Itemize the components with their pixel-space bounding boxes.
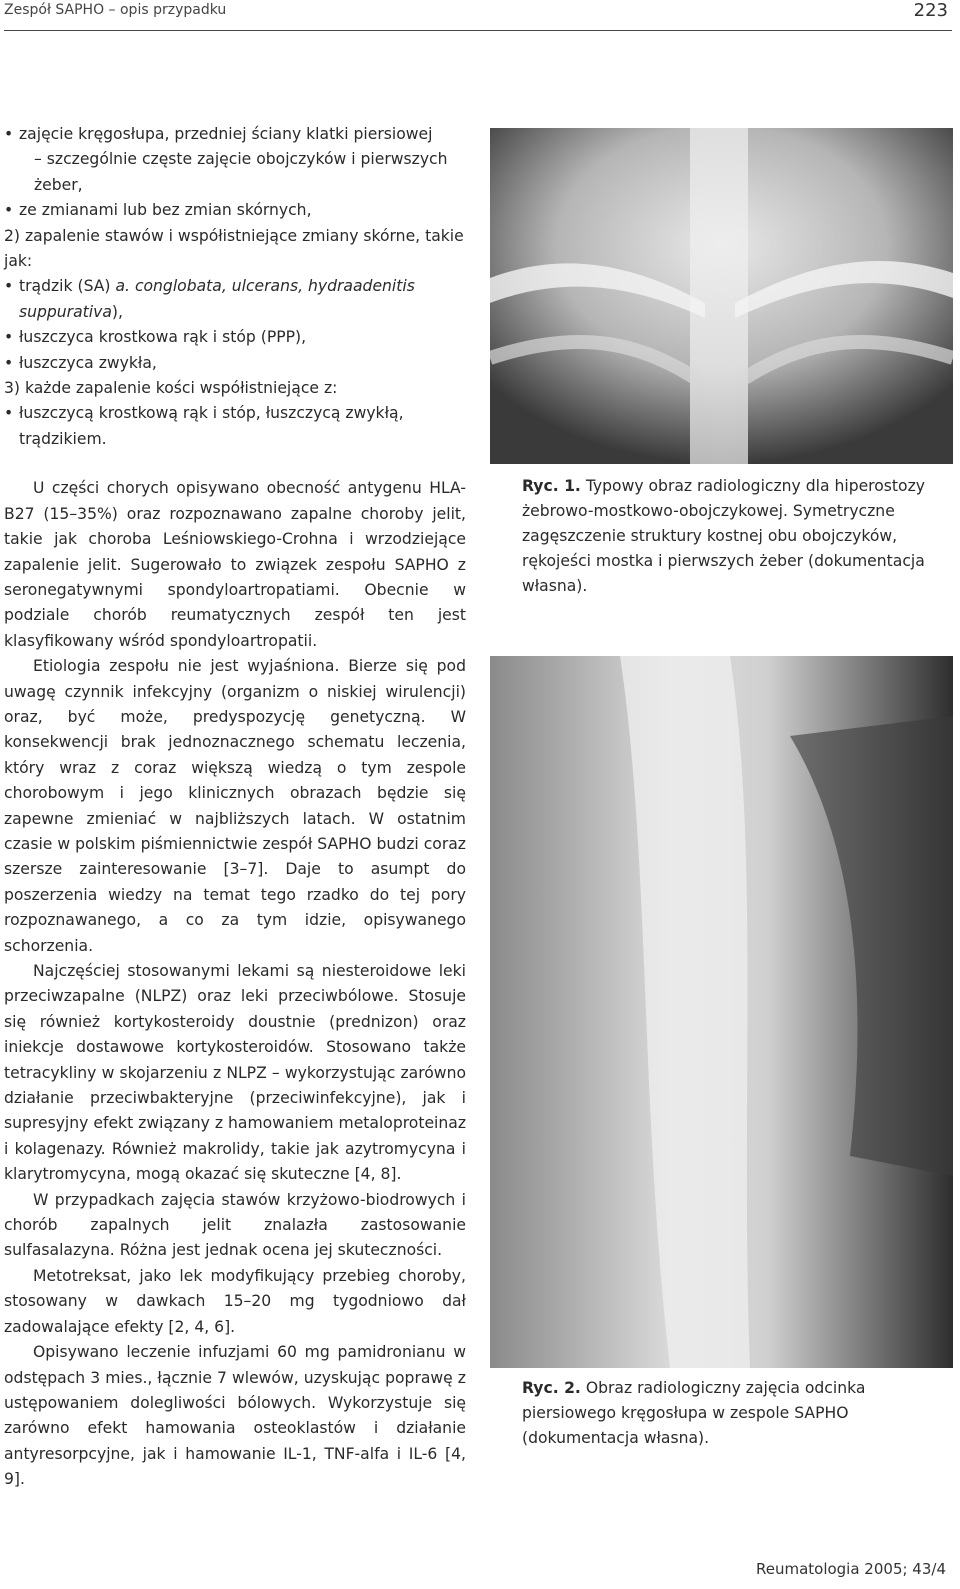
left-column [4, 122, 466, 1493]
figure-1-caption: Ryc. 1. Typowy obraz radiologiczny dla hiperostozy żebrowo-mostkowo-obojczykowej. Symetryczne zagęszczenie struktury kostnej obu obojczyków, rękojeści mostka i pierwszych żeber (dokumentacja własna). [522, 477, 925, 595]
list-item: • łuszczyca zwykła, [4, 351, 466, 376]
paragraph: Metotreksat, jako lek modyfikujący przebieg choroby, stosowany w dawkach 15–20 mg tygodniowo dał zadowalające efekty [2, 4, 6]. [4, 1266, 466, 1336]
page-header [4, 0, 952, 31]
list-item: • trądzik (SA) a. conglobata, ulcerans, hydraadenitis suppurativa), [4, 274, 466, 325]
list-item: 2) zapalenie stawów i współistniejące zmiany skórne, takie jak: [4, 226, 464, 271]
list-item: • łuszczycą krostkową rąk i stóp, łuszczycą zwykłą, trądzikiem. [4, 401, 466, 452]
paragraph: W przypadkach zajęcia stawów krzyżowo-biodrowych i chorób zapalnych jelit znalazła zastosowanie sulfasalazyna. Różna jest jednak ocena jej skuteczności. [4, 1190, 466, 1260]
xray-figure-1 [490, 128, 953, 464]
page-number: 223 [913, 0, 948, 21]
list-item: – szczególnie częste zajęcie obojczyków i pierwszych żeber, [34, 150, 448, 194]
list-item: 3) każde zapalenie kości współistniejące z: [4, 379, 338, 398]
paragraph: Etiologia zespołu nie jest wyjaśniona. Bierze się pod uwagę czynnik infekcyjny (organizm o niskiej wirulencji) oraz, być może, predyspozycję genetyczną. W konsekwencji brak jednoznacznego schematu leczenia, który wraz z coraz większą wiedzą o tym zespole chorobowym i jego klinicznych obrazach będzie się zapewne zmieniać w najbliższych latach. W ostatnim czasie w polskim piśmiennictwie zespół SAPHO budzi coraz szersze zainteresowanie [3–7]. Daje to asumpt do poszerzenia wiedzy na temat tego rzadko do tej pory rozpoznawanego, a co za tym idzie, opisywanego schorzenia. [4, 657, 466, 955]
paragraph: Najczęściej stosowanymi lekami są niesteroidowe leki przeciwzapalne (NLPZ) oraz leki przeciwbólowe. Stosuje się również kortykosteroidy doustnie (prednizon) oraz iniekcje dostawowe kortykosteroidów. Stosowano także tetracykliny w skojarzeniu z NLPZ – wykorzystując zarówno działanie przeciwbakteryjne (przeciwinfekcyjne), jak i supresyjny efekt związany z hamowaniem metaloproteinaz i kolagenazy. Również makrolidy, takie jak azytromycyna i klarytromycyna, mogą okazać się skuteczne [4, 8]. [4, 962, 466, 1184]
list-item: • łuszczyca krostkowa rąk i stóp (PPP), [4, 325, 466, 350]
running-title: Zespół SAPHO – opis przypadku [4, 2, 227, 18]
journal-footer: Reumatologia 2005; 43/4 [755, 1560, 946, 1578]
body-text [4, 476, 466, 1492]
criteria-list [4, 122, 466, 452]
list-item: • ze zmianami lub bez zmian skórnych, [4, 198, 466, 223]
xray-figure-2 [490, 656, 953, 1368]
paragraph: U części chorych opisywano obecność antygenu HLA-B27 (15–35%) oraz rozpoznawano zapalne choroby jelit, takie jak choroba Leśniowskiego-Crohna i wrzodziejące zapalenie jelit. Sugerowało to związek zespołu SAPHO z seronegatywnymi spondyloartropatiami. Obecnie w podziale chorób reumatycznych zespół ten jest klasyfikowany wśród spondyloartropatii. [4, 479, 466, 650]
paragraph: Opisywano leczenie infuzjami 60 mg pamidronianu w odstępach 3 mies., łącznie 7 wlewów, uzyskując poprawę z ustępowaniem dolegliwości bólowych. Wykorzystuje się zarówno efekt hamowania osteoklastów i działanie antyresorpcyjne, jak i hamowanie IL-1, TNF-alfa i IL-6 [4, 9]. [4, 1343, 466, 1489]
figure-2-caption: Ryc. 2. Obraz radiologiczny zajęcia odcinka piersiowego kręgosłupa w zespole SAPHO (dokumentacja własna). [522, 1379, 866, 1447]
list-item: • zajęcie kręgosłupa, przedniej ściany klatki piersiowej [4, 122, 466, 147]
